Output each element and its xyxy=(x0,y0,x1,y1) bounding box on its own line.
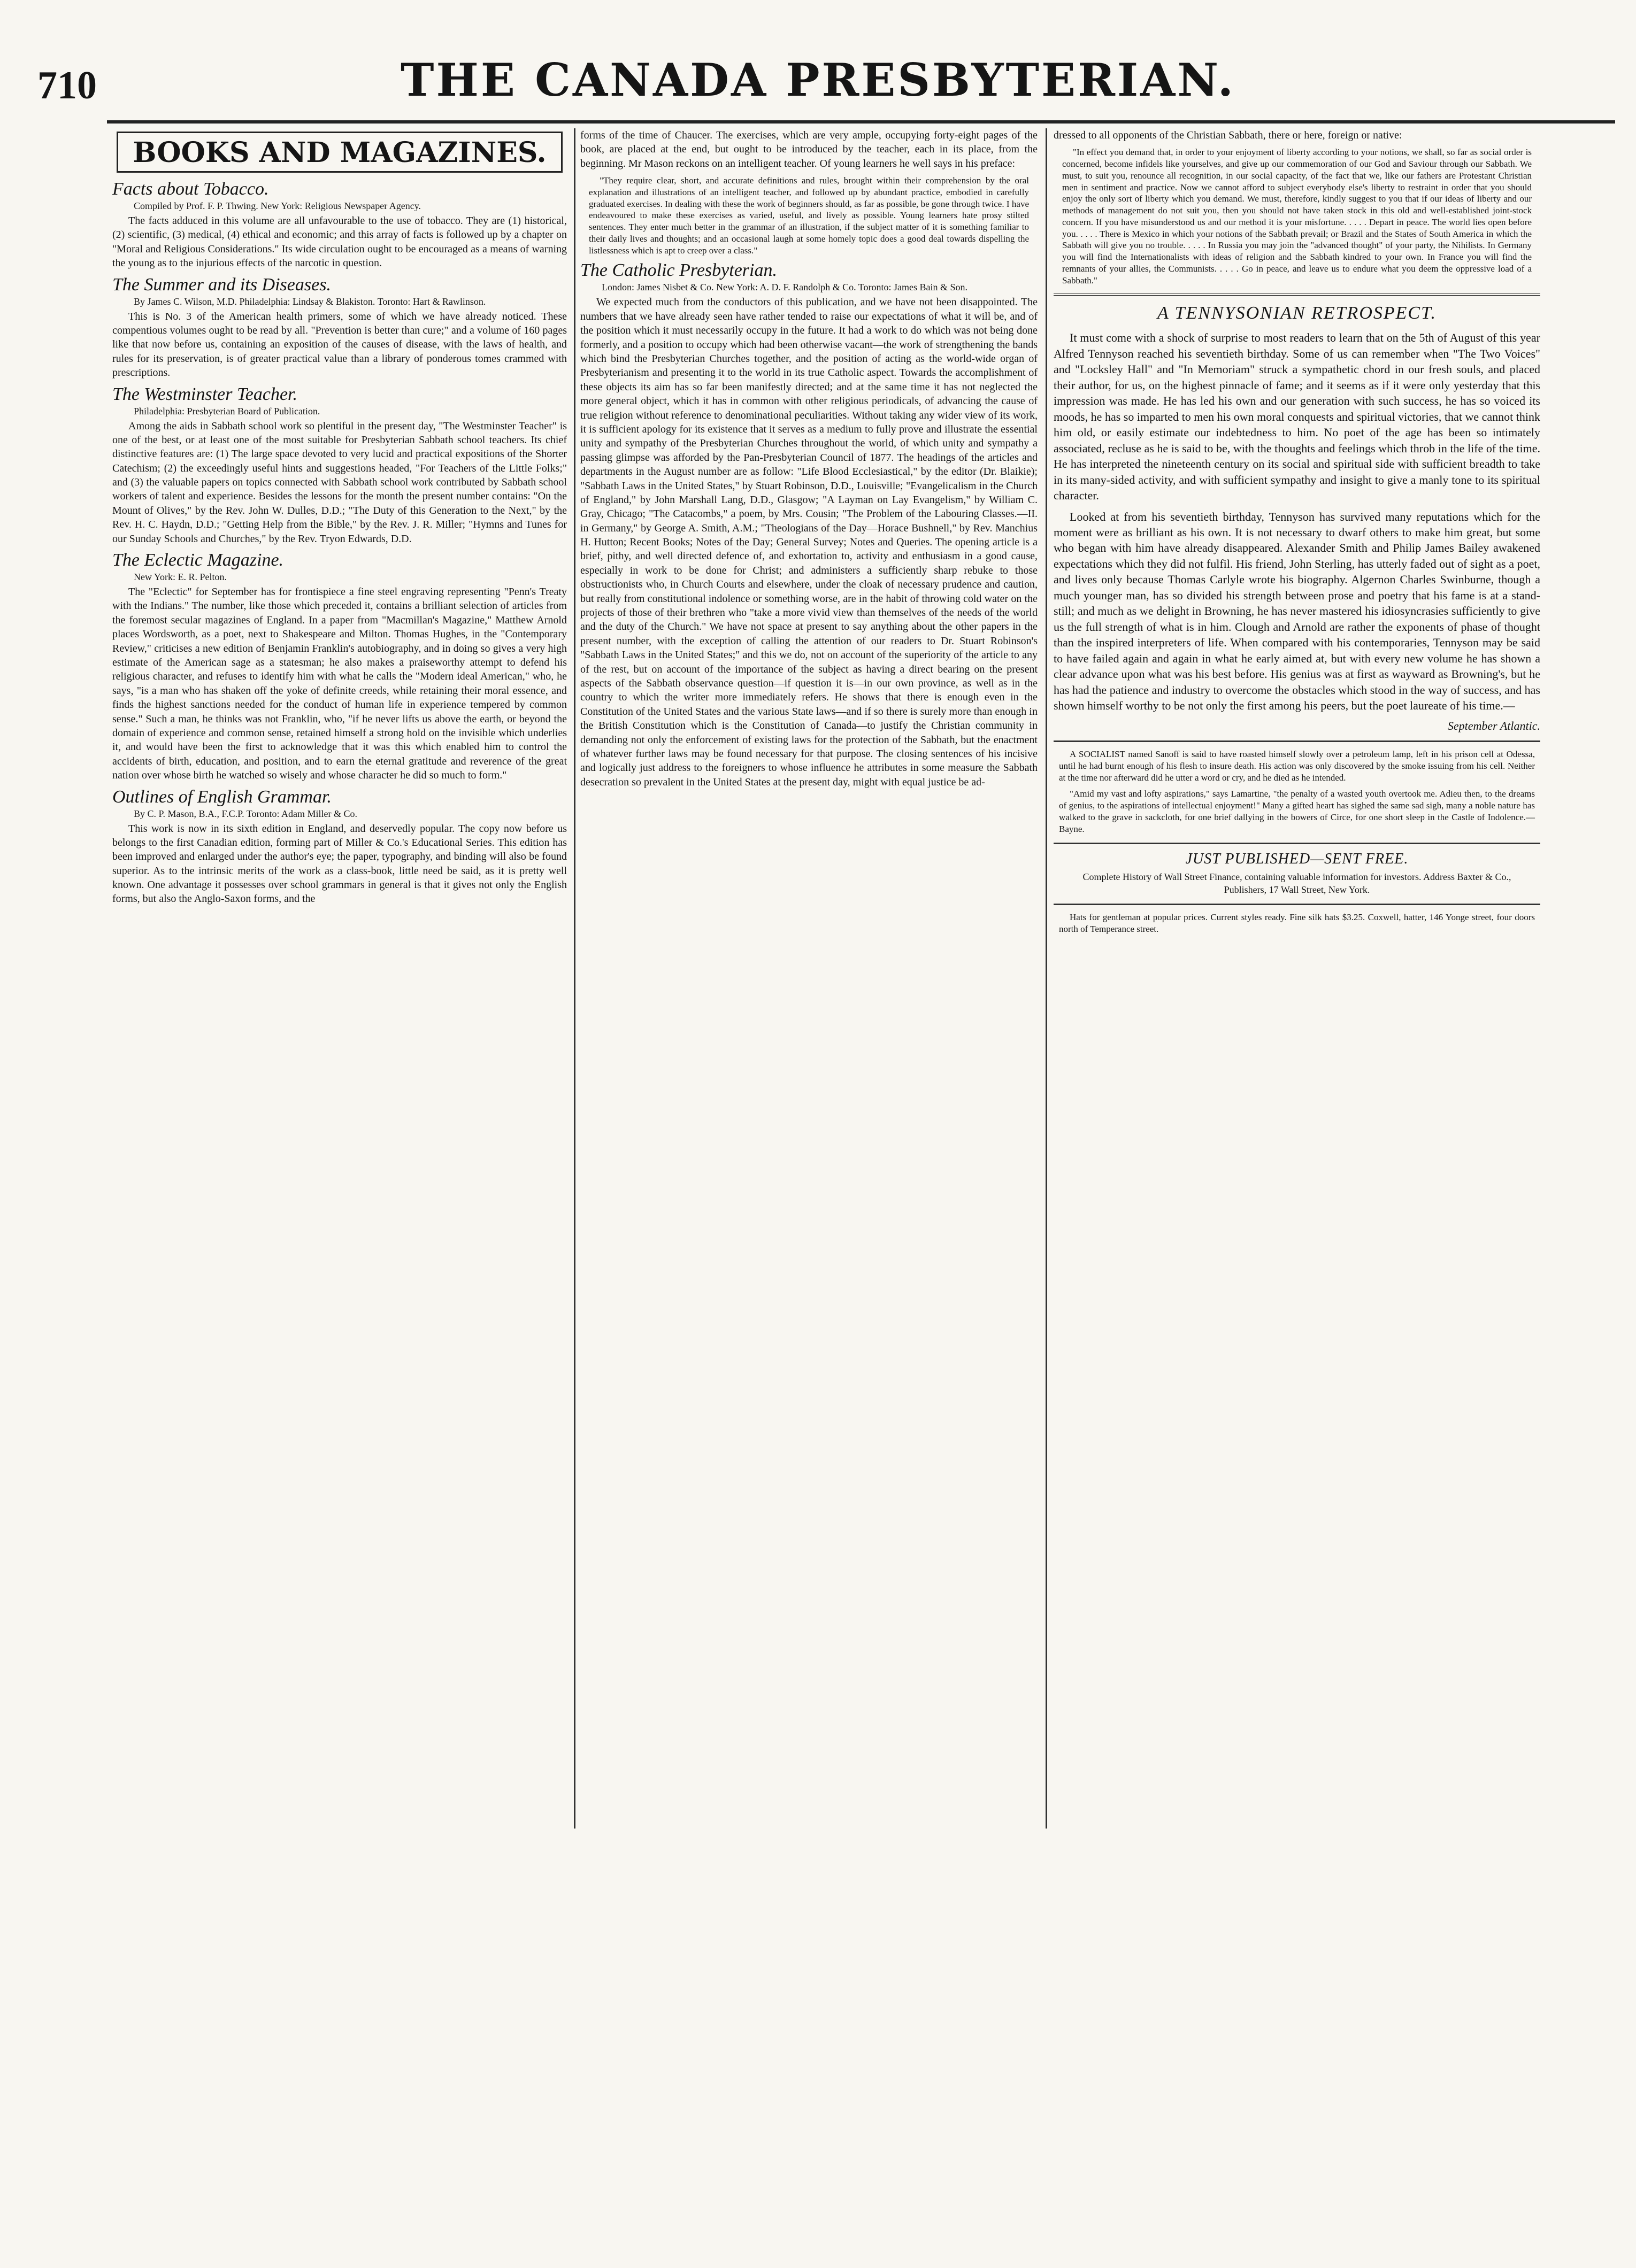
column-divider xyxy=(1046,128,1047,1829)
book-review: The facts adduced in this volume are all unfavourable to the use of tobacco. They are (1) historical, (2) scientific, (3) medical, (4) ethical and economic; and this array of facts is followed up by a chapter on "Moral and Religious Considerations." Its wide circulation ought to be encouraged as a means of warning the young as to the injurious effects of the narcotic in question. xyxy=(112,215,567,269)
column-3 xyxy=(1054,128,1540,1839)
block-quote: "In effect you demand that, in order to your enjoyment of liberty according to your notions, we shall, so far as social order is concerned, become infidels like yourselves, and give up our commemoration of our God and Saviour through our Sabbath. We must, to suit you, renounce all recognition, in our social capacity, of the fact that we, like our fathers are Protestant Christian men in sentiment and practice. Now we cannot afford to subject everybody else's liberty to restraint in order that you should enjoy the only sort of liberty which you demand. We must, therefore, kindly suggest to you that if our ideas of liberty and our methods of management do not suit you, then you should not have taken stock in this old and well-established joint-stock concern. If you have misunderstood us and our method it is your misfortune. . . . . Depart in peace. The world lies open before you. . . . . There is Mexico in which your notions of the Sabbath prevail; or Brazil and the States of South America in which the Sabbath will give you no trouble. . . . . In Russia you may join the "advanced thought" of your party, the Nihilists. In Germany you will find the Internationalists with ideas of religion and the Sabbath kindred to your own. In France you will find the remnants of your allies, the Communists. . . . . Go in peace, and leave us to endure what you deem the oppressive load of a Sabbath." xyxy=(1062,147,1532,286)
book-imprint: New York: E. R. Pelton. xyxy=(134,572,227,583)
book-review: We expected much from the conductors of this publication, and we have not been disappointed. The numbers that we have already seen have rather tended to raise our expectations of what it will be, and of the position which it must necessarily occupy in the future. It had a work to do which was not being done formerly, and a position to occupy which had been otherwise vacant—the work of strengthening the bands which bind the Presbyterian Churches together, and the position of acting as the world-wide organ of Presbyterianism and presenting it to the world in its true Catholic aspect. Towards the accomplishment of these objects its aim has so far been manifestly directed; and at the same time it has not neglected the more general object, which it has in common with other religious periodicals, of advancing the cause of true religion without reference to denominational peculiarities. Without taking any wider view of its work, it is sufficient apology for its existence that it serves as a medium to fully prove and illustrate the essential unity and sympathy of the Presbyterian Churches throughout the world, of which unity and sympathy a passing glimpse was afforded by the Pan-Presbyterian Council of 1877. The headings of the articles and departments in the August number are as follow: "Life Blood Ecclesiastical," by the editor (Dr. Blaikie); "Sabbath Laws in the United States," by Stuart Robinson, D.D., Louisville; "Evangelicalism in the Church of England," by John Marshall Lang, D.D., Glasgow; "A Layman on Lay Evangelism," by William C. Gray, Chicago; "The Catacombs," a poem, by Mrs. Cousin; "The Problem of the Labouring Classes.—II. in Germany," by George A. Smith, A.M.; "Theologians of the Day—Horace Bushnell," by Rev. Manchius H. Hutton; Recent Books; Notes of the Day; General Survey; Notes and Queries. The opening article is a brief, pithy, and well directed defence of, and exhortation to, activity and enthusiasm in a good cause, especially in work to be done for Christ; and administers a sufficiently sharp rebuke to those obstructionists who, in Church Courts and elsewhere, under the cloak of necessary prudence and caution, but really from constitutional indolence or something worse, are in the habit of throwing cold water on the projects of those of their brethren who "take a more vivid view than themselves of the needs of the world and the duty of the Church." We have not space at present to say anything about the other papers in the present number, with the exception of calling the attention of our readers to Dr. Stuart Robinson's "Sabbath Laws in the United States;" and this we do, not on account of the superiority of the article to any of the rest, but on account of the importance of the subject as having a direct bearing on the present aspects of the Sabbath observance question—if question it is—in our own province, as well as in the country to which the writer more immediately refers. He shows that there is enough even in the Constitution of the United States and the various State laws—and if so there is surely more than enough in the British Constitution which is the Constitution of Canada—to justify the Christian community in demanding not only the enforcement of existing laws for the protection of the Sabbath, but the enactment of whatever further laws may be found necessary for that purpose. The closing sentences of his incisive and logically just address to the foreigners to whose influence he attributes in some measure the Sabbath desecration so prevalent in the United States at the present day, might with equal justice be ad- xyxy=(580,296,1038,788)
column-1 xyxy=(112,128,567,1839)
book-title: The Eclectic Magazine. xyxy=(112,550,284,570)
block-quote: "They require clear, short, and accurate definitions and rules, brought within their comprehension by the oral explanation and illustrations of an intelligent teacher, and followed up by abundant practice, embodied in carefully graduated exercises. In dealing with these the work of beginners should, as far as possible, be gone through twice. I have endeavoured to make these exercises as varied, useful, and lively as possible. Young learners hate prosy stilted sentences. They enter much better in the grammar of an illustration, if the subject matter of it is something familiar to their daily lives and thoughts; and an occasional laugh at some homely topic does a good deal towards dispelling the listlessness which is apt to creep over a class." xyxy=(589,175,1029,256)
continued-paragraph: forms of the time of Chaucer. The exercises, which are very ample, occupying forty-eight pages of the book, are placed at the end, but ought to be introduced by the teacher, each in its place, from the beginning. Mr Mason reckons on an intelligent teacher. Of young learners he well says in his preface: xyxy=(580,129,1038,169)
book-review: This work is now in its sixth edition in England, and deservedly popular. The copy now before us belongs to the first Canadian edition, forming part of Miller & Co.'s Educational Series. This edition has been improved and enlarged under the author's eye; the paper, typography, and binding will also be found superior. As to the intrinsic merits of the work as a class-book, little need be said, as it is pretty well known. One advantage it possesses over school grammars in general is that it gives not only the English forms, but also the Anglo-Saxon forms, and the xyxy=(112,822,567,905)
article-paragraph: Looked at from his seventieth birthday, Tennyson has survived many reputations which for the moment were as brilliant as his own. It is not necessary to dwarf others to make him great, but some who began with him have already disappeared. Alexander Smith and Philip James Bailey awakened expectations which they did not fulfil. His friend, John Sterling, has utterly faded out of sight as a poet, and lives only because Thomas Carlyle wrote his biography. Algernon Charles Swinburne, though a much younger man, has so divided his strength between prose and poetry that his fame is at a stand-still; and much as we delight in Browning, he has never mastered his idiosyncrasies sufficiently to give us the full strength of what is in him. Clough and Arnold are rather the exponents of phase of thought than the inspired interpreters of life. When compared with his contemporaries, Tennyson may be said to have failed again and again in what he early aimed at, but with every new volume he has shown a clear advance upon what was his best before. His genius was at first as wayward as Browning's, but he has had the patience and industry to overcome the obstacles which stood in the way of success, and has shown himself worthy to be not only the first among his peers, but the poet laureate of his time.— xyxy=(1054,510,1540,713)
news-note: A SOCIALIST named Sanoff is said to have roasted himself slowly over a petroleum lamp, left in his prison cell at Odessa, until he had burnt enough of his flesh to insure death. His action was only discovered by the smoke issuing from his cell. Neither at the time nor afterward did he utter a word or cry, and he died as he intended. xyxy=(1059,749,1535,783)
book-title: Outlines of English Grammar. xyxy=(112,786,332,807)
article-source: September Atlantic. xyxy=(1447,719,1540,732)
book-review: The "Eclectic" for September has for frontispiece a fine steel engraving representing "Penn's Treaty with the Indians." The number, like those which preceded it, contains a brilliant selection of articles from the foremost secular magazines of England. In a paper from "Macmillan's Magazine," Matthew Arnold places Wordsworth, as a poet, next to Shakespeare and Milton. Thomas Hughes, in the "Contemporary Review," criticises a new edition of Benjamin Franklin's autobiography, and in doing so gives a very high estimate of the American sage as a statesman; he also makes a praiseworthy attempt to defend his religious character, and refuses to identify him with what he calls the "Modern ideal American," who, he says, "is a man who has shaken off the yoke of definite creeds, while retaining their moral essence, and finds the highest sanctions needed for the conduct of human life in experience tempered by common sense." Such a man, he thinks was not Franklin, who, "if he never lifts us above the earth, or beyond the domain of experience and common sense, retained himself a strong hold on the invisible which underlies it, and would have been the first to acknowledge that it was this which enabled him to control the accidents of birth, education, and position, and to earn the eternal gratitude and reverence of the great nation over whose birth he watched so wisely and whose character he did so much to form." xyxy=(112,586,567,782)
book-imprint: Philadelphia: Presbyterian Board of Publication. xyxy=(134,405,320,416)
book-imprint: By C. P. Mason, B.A., F.C.P. Toronto: Adam Miller & Co. xyxy=(134,808,358,819)
section-heading: BOOKS AND MAGAZINES. xyxy=(117,132,563,173)
page-number: 710 xyxy=(37,64,97,107)
divider xyxy=(1054,740,1540,742)
news-note: "Amid my vast and lofty aspirations," says Lamartine, "the penalty of a wasted youth overtook me. Adieu then, to the dreams of genius, to the aspirations of intellectual enjoyment!" Many a gifted heart has sighed the same sad sigh, many a noble nature has walked to the grave in sackcloth, for one brief dallying in the bowers of Circe, for one short sleep in the Castle of Indolence.—Bayne. xyxy=(1059,788,1535,835)
column-2 xyxy=(580,128,1038,1839)
book-imprint: Compiled by Prof. F. P. Thwing. New York: Religious Newspaper Agency. xyxy=(134,200,421,211)
hats-advertisement: Hats for gentleman at popular prices. Current styles ready. Fine silk hats $3.25. Coxwell, hatter, 146 Yonge street, four doors north of Temperance street. xyxy=(1059,912,1535,935)
book-review: This is No. 3 of the American health primers, some of which we have already noticed. These compentious volumes ought to be read by all. "Prevention is better than cure;" and a volume of 160 pages like that now before us, containing an exposition of the causes of disease, with the laws of health, and rules for its preservation, is of greater practical value than a library of ponderous tomes crammed with prescriptions. xyxy=(112,310,567,379)
book-imprint: By James C. Wilson, M.D. Philadelphia: Lindsay & Blakiston. Toronto: Hart & Rawlinson. xyxy=(134,296,486,307)
book-title: Facts about Tobacco. xyxy=(112,179,269,199)
advertisement-text: Complete History of Wall Street Finance, containing valuable information for investors. Address Baxter & Co., Publishers, 17 Wall Street, New York. xyxy=(1082,871,1511,895)
book-title: The Westminster Teacher. xyxy=(112,384,297,404)
divider xyxy=(1054,843,1540,844)
divider xyxy=(1054,904,1540,905)
article-title: A TENNYSONIAN RETROSPECT. xyxy=(1054,294,1540,323)
header-rule xyxy=(107,120,1615,124)
book-imprint: London: James Nisbet & Co. New York: A. D. F. Randolph & Co. Toronto: James Bain & Son. xyxy=(602,282,967,293)
advertisement-heading: JUST PUBLISHED—SENT FREE. xyxy=(1185,851,1409,868)
book-title: The Summer and its Diseases. xyxy=(112,274,331,295)
book-review: Among the aids in Sabbath school work so plentiful in the present day, "The Westminster Teacher" is one of the best, or at least one of the most suitable for Presbyterian Sabbath school teachers. Its chief distinctive features are: (1) The large space devoted to very lucid and practical expositions of the Shorter Catechism; (2) the exceedingly useful hints and suggestions headed, "For Teachers of the Little Folks;" and (3) the valuable papers on topics connected with Sabbath school work contributed by Sabbath school workers of talent and experience. Besides the lessons for the month the present number contains: "On the Mount of Olives," by the Rev. John W. Dulles, D.D.; "The Duty of this Generation to the Next," by the Rev. H. C. Haydn, D.D.; "Getting Help from the Bible," by the Rev. J. R. Miller; "Hymns and Tunes for our Sunday Schools and Churches," by the Rev. Tryon Edwards, D.D. xyxy=(112,420,567,545)
book-title: The Catholic Presbyterian. xyxy=(580,260,777,281)
column-divider xyxy=(574,128,575,1829)
article-paragraph: It must come with a shock of surprise to most readers to learn that on the 5th of August of this year Alfred Tennyson reached his seventieth birthday. Some of us can remember when "The Two Voices" and "Locksley Hall" and "In Memoriam" struck a sympathetic chord in our fresh souls, and placed their author, for us, on the highest pinnacle of fame; and it seems as if it were only yesterday that this impression was made. He has led his own and our generation with such success, he has so voiced its moods, he has so imparted to men his own moral conquests and spiritual victories, that we cannot think him old, or easily estimate our indebtedness to him. No poet of the age has been so intimately associated, recluse as he is said to be, with the thoughts and feelings which throb in the life of the time. He has interpreted the nineteenth century on its social and spiritual side with sufficient breadth to take in its many-sided activity, and with sufficient sympathy and insight to give a manly tone to its spiritual character. xyxy=(1054,331,1540,503)
running-head: THE CANADA PRESBYTERIAN. xyxy=(401,53,1235,106)
continued-paragraph: dressed to all opponents of the Christian Sabbath, there or here, foreign or native: xyxy=(1054,129,1402,141)
